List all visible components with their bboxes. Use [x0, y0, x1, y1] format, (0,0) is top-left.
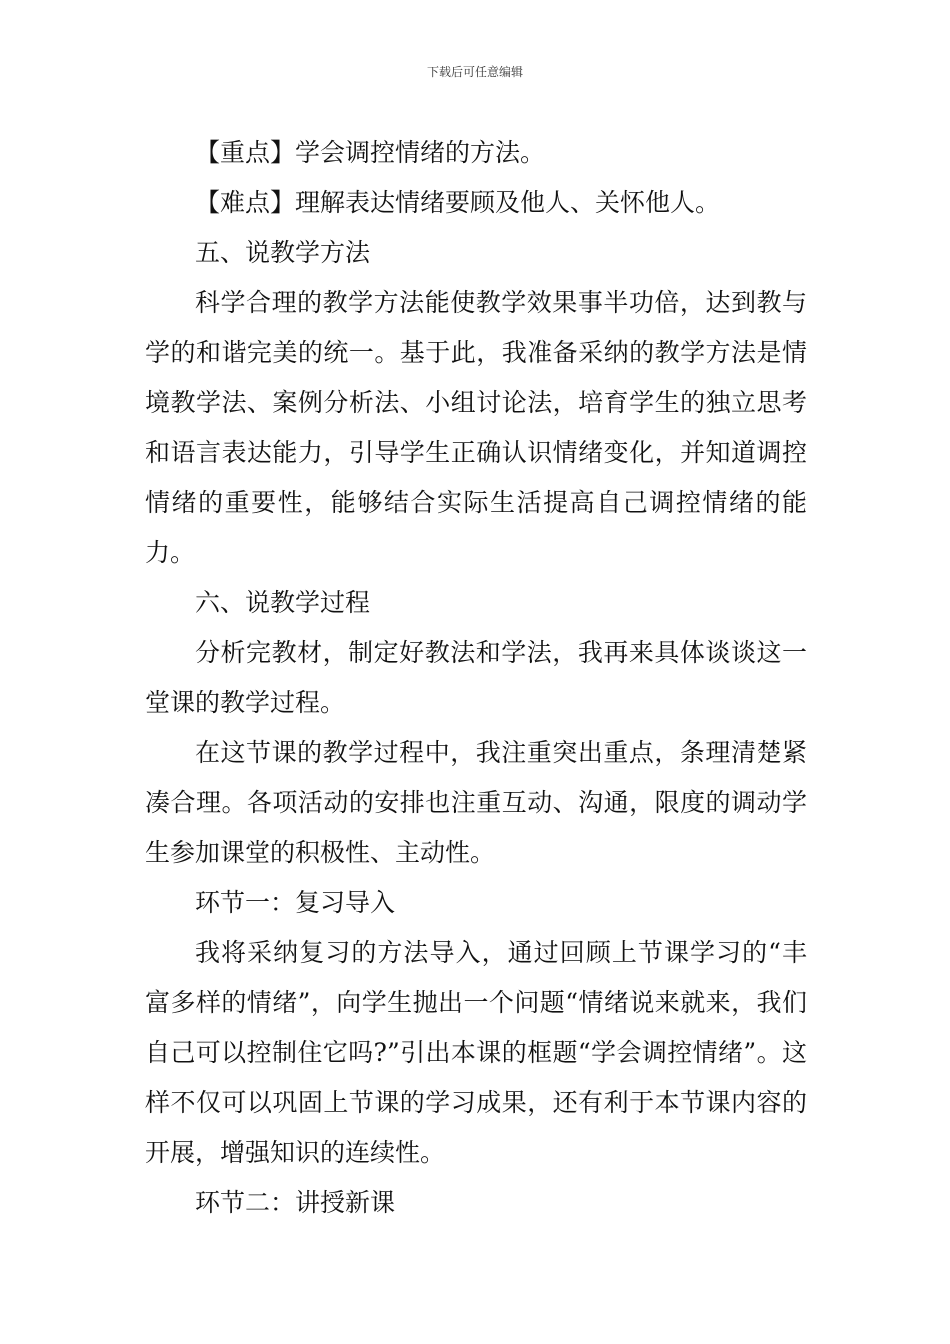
step-one-paragraph: 我将采纳复习的方法导入，通过回顾上节课学习的“丰富多样的情绪”，向学生抛出一个问题“情绪说来就来，我们自己可以控制住它吗?”引出本课的框题“学会调控情绪”。这样不仅可以巩固上节课的学习成果，还有利于本节课内容的开展，增强知识的连续性。 [145, 938, 807, 1167]
step-one-heading: 环节一：复习导入 [195, 888, 396, 917]
page-header: 下载后可任意编辑 [426, 65, 523, 79]
section-heading-teaching-methods: 五、说教学方法 [195, 238, 371, 267]
section-heading-teaching-process: 六、说教学过程 [195, 588, 371, 617]
step-two-heading: 环节二：讲授新课 [195, 1188, 396, 1217]
teaching-methods-paragraph: 科学合理的教学方法能使教学效果事半功倍，达到教与学的和谐完美的统一。基于此，我准备采纳的教学方法是情境教学法、案例分析法、小组讨论法，培育学生的独立思考和语言表达能力，引导学生正确认识情绪变化，并知道调控情绪的重要性，能够结合实际生活提高自己调控情绪的能力。 [145, 288, 807, 567]
teaching-process-intro-paragraph: 分析完教材，制定好教法和学法，我再来具体谈谈这一堂课的教学过程。 [145, 638, 807, 717]
teaching-process-focus-paragraph: 在这节课的教学过程中，我注重突出重点，条理清楚紧凑合理。各项活动的安排也注重互动、沟通，限度的调动学生参加课堂的积极性、主动性。 [145, 738, 807, 867]
document-body [145, 128, 807, 1228]
difficult-point-paragraph: 【难点】理解表达情绪要顾及他人、关怀他人。 [195, 188, 721, 217]
key-point-paragraph: 【重点】学会调控情绪的方法。 [195, 138, 546, 167]
